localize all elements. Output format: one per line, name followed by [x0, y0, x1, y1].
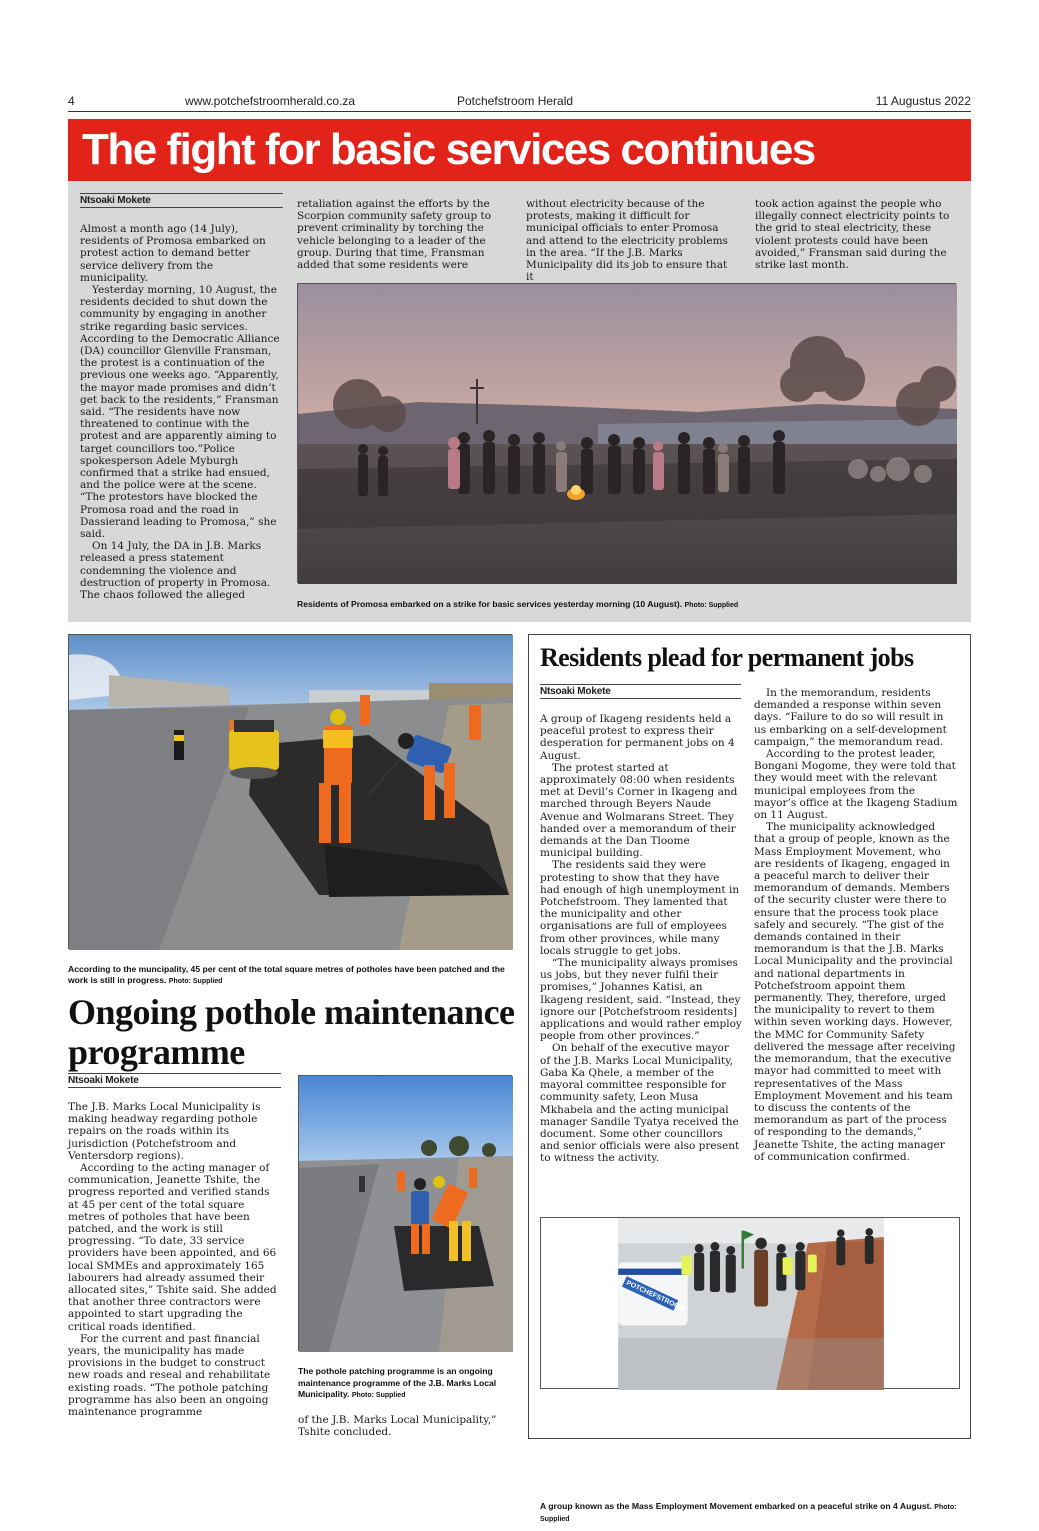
- lead-column-3: [526, 198, 738, 284]
- jobs-byline: Ntsoaki Mokete: [540, 684, 741, 699]
- jobs-paragraph: A group of Ikageng residents held a peaceful protest to express their desperation for permanent jobs on 4 August.: [540, 713, 735, 762]
- lead-paragraph: Almost a month ago (14 July), residents of Promosa embarked on protest action to demand better service delivery from the municipality.: [80, 223, 266, 284]
- pothole-paragraph: The J.B. Marks Local Municipality is making headway regarding pothole repairs on the roads within its jurisdiction (Potchefstroom and Ventersdorp regions).: [68, 1101, 261, 1162]
- jobs-story-box: [528, 634, 971, 1523]
- jobs-paragraph: The protest started at approximately 08:00 when residents met at Devil’s Corner in Ikageng and marched through Beyers Naude Avenue and Wolmarans Street. They handed over a memorandum of their demands at the Dan Tloome municipal building.: [540, 761, 738, 860]
- pothole-repair-illustration: [69, 635, 513, 950]
- pothole-paragraph: of the J.B. Marks Local Municipality,” Tshite concluded.: [298, 1414, 497, 1439]
- jobs-paragraph: On behalf of the executive mayor of the J.B. Marks Local Municipality, Gaba Ka Qhele, a member of the mayoral committee responsible for community safety, Leon Musa Mkhabela and the acting municipal manager Sandile Tyatya received the document. Some other councillors and senior officials were also present to witness the activity.: [540, 1042, 740, 1165]
- jobs-paragraph: The residents said they were protesting to show that they have had enough of high unemployment in Potchefstroom. They lamented that the municipality and other organisations are full of employees from other provinces, while many locals struggle to get jobs.: [540, 859, 740, 957]
- lead-column-1: [80, 223, 283, 613]
- lead-paragraph: retaliation against the efforts by the Scorpion community safety group to prevent criminality by torching the vehicle belonging to a leader of the group. During that time, Fransman added that some residents were: [297, 198, 492, 272]
- lead-paragraph: without electricity because of the protests, making it difficult for municipal officials to enter Promosa and attend to the electricity problems in the area. “If the J.B. Marks Municipality did its job to ensure that it: [526, 198, 728, 284]
- pothole-patching-photo: [298, 1075, 512, 1351]
- pothole-repair-photo: [68, 634, 512, 949]
- page-number: 4: [68, 94, 75, 108]
- pothole-small-caption-text: The pothole patching programme is an ongoing maintenance programme of the J.B. Marks Local Municipality.: [298, 1366, 497, 1399]
- jobs-headline: Residents plead for permanent jobs: [540, 643, 914, 672]
- jobs-caption-text: A group known as the Mass Employment Movement embarked on a peaceful strike on 4 August.: [540, 1501, 932, 1511]
- protest-photo-illustration: [298, 284, 957, 584]
- march-photo-illustration: [541, 1218, 961, 1390]
- pothole-caption-text: According to the muncipality, 45 per cent of the total square metres of potholes have been patched and the work is still in progress.: [68, 964, 505, 985]
- protest-photo: [297, 283, 956, 583]
- lead-paragraph: took action against the people who illegally connect electricity points to the grid to steal electricity, these violent protests could have been avoided,” Fransman said during the strike last month.: [755, 198, 950, 272]
- lead-paragraph: On 14 July, the DA in J.B. Marks released a press statement condemning the violence and destruction of property in Promosa. The chaos followed the alleged: [80, 540, 271, 602]
- lead-column-2: [297, 198, 505, 276]
- lead-caption-text: Residents of Promosa embarked on a strike for basic services yesterday morning (10 August).: [297, 599, 683, 609]
- pothole-small-caption-credit: Photo: Supplied: [351, 1392, 406, 1399]
- lead-headline-banner: [68, 119, 971, 181]
- jobs-caption-credit: Photo: Supplied: [540, 1504, 957, 1523]
- lead-caption-credit: Photo: Supplied: [684, 602, 739, 609]
- website-url: www.potchefstroomherald.co.za: [185, 94, 356, 108]
- pothole-caption-credit: Photo: Supplied: [168, 978, 223, 985]
- paper-name: Potchefstroom Herald: [457, 94, 574, 108]
- pothole-small-caption: [298, 1366, 512, 1402]
- lead-story-panel: [68, 181, 971, 622]
- jobs-paragraph: The municipality acknowledged that a group of people, known as the Mass Employment Movement, who are residents of Ikageng, engaged in a peaceful march to deliver their memorandum of demands. Members of the security cluster were there to ensure that the process took place safely and securely. “The gist of the demands contained in their memorandum is that the J.B. Marks Local Municipality and the provincial and national departments in Potchefstroom appoint them permanently. They, therefore, urged the municipality to revert to them within seven working days. However, the MMC for Community Safety delivered the message after receiving the memorandum, that the executive mayor had committed to meet with representatives of the Mass Employment Movement and his team to discuss the contents of the memorandum as part of the process of responding to the demands,” Jeanette Tshite, the acting manager of communication confirmed.: [754, 821, 956, 1163]
- jobs-photo-caption: [540, 1501, 965, 1525]
- lead-paragraph: Yesterday morning, 10 August, the residents decided to shut down the community by engaging in another strike regarding basic services. According to the Democratic Alliance (DA) councillor Glenville Fransman, the protest is a continuation of the previous one weeks ago. “Apparently, the mayor made promises and didn’t get back to the residents,” Fransman said. “The residents have now threatened to continue with the protest and are apparently aiming to target councillors too.”Police spokesperson Adele Myburgh confirmed that a strike had ensued, and the police were at the scene. “The protestors have blocked the Promosa road and the road in Dassierand leading to Promosa,” she said.: [80, 284, 280, 541]
- pothole-column-2: [298, 1414, 512, 1444]
- jobs-column-1: [540, 713, 742, 1233]
- jobs-paragraph: According to the protest leader, Bongani Mogome, they were told that they would meet with the relevant municipal employees from the mayor’s office at the Ikageng Stadium on 11 August.: [754, 748, 958, 822]
- lead-headline: The fight for basic services continues: [82, 125, 815, 174]
- header-rule: [68, 111, 971, 112]
- jobs-paragraph: “The municipality always promises us jobs, but they never fulfil their promises,” Johannes Katisi, an Ikageng resident, said. “Instead, they ignore our [Potchefstroom residents] applications and would rather employ people from other provinces.”: [540, 957, 742, 1043]
- page-header: [68, 94, 971, 110]
- pothole-patching-illustration: [299, 1076, 513, 1352]
- issue-date: 11 Augustus 2022: [875, 94, 971, 108]
- pothole-paragraph: According to the acting manager of communication, Jeanette Tshite, the progress reported and verified stands at 45 per cent of the total square metres of potholes that have been patched, and the work is still progressing. “To date, 33 service providers have been appointed, and 66 local SMMEs and approximately 165 labourers had already assumed their allocated sites,” Tshite said. She added that another three contractors were appointed to start upgrading the critical roads identified.: [68, 1162, 277, 1333]
- pothole-headline: Ongoing pothole maintenance programme: [68, 992, 515, 1072]
- jobs-column-2: [754, 687, 958, 1210]
- pothole-byline: Ntsoaki Mokete: [68, 1073, 281, 1088]
- lead-byline: Ntsoaki Mokete: [80, 193, 283, 208]
- pothole-paragraph: For the current and past financial years, the municipality has made provisions in the budget to construct new roads and reseal and rehabilitate existing roads. “The pothole patching programme has also been an ongoing maintenance programme: [68, 1332, 271, 1419]
- pothole-column-1: [68, 1101, 282, 1441]
- jobs-paragraph: In the memorandum, residents demanded a response within seven days. “Failure to do so will result in us embarking on a self-development campaign,” the memorandum read.: [754, 687, 947, 748]
- lead-column-4: [755, 198, 958, 276]
- pothole-photo-caption: [68, 964, 514, 987]
- police-van-lettering: POTCHEFSTROOM: [624, 1279, 686, 1313]
- march-photo: [540, 1217, 960, 1389]
- lead-photo-caption: [297, 599, 957, 611]
